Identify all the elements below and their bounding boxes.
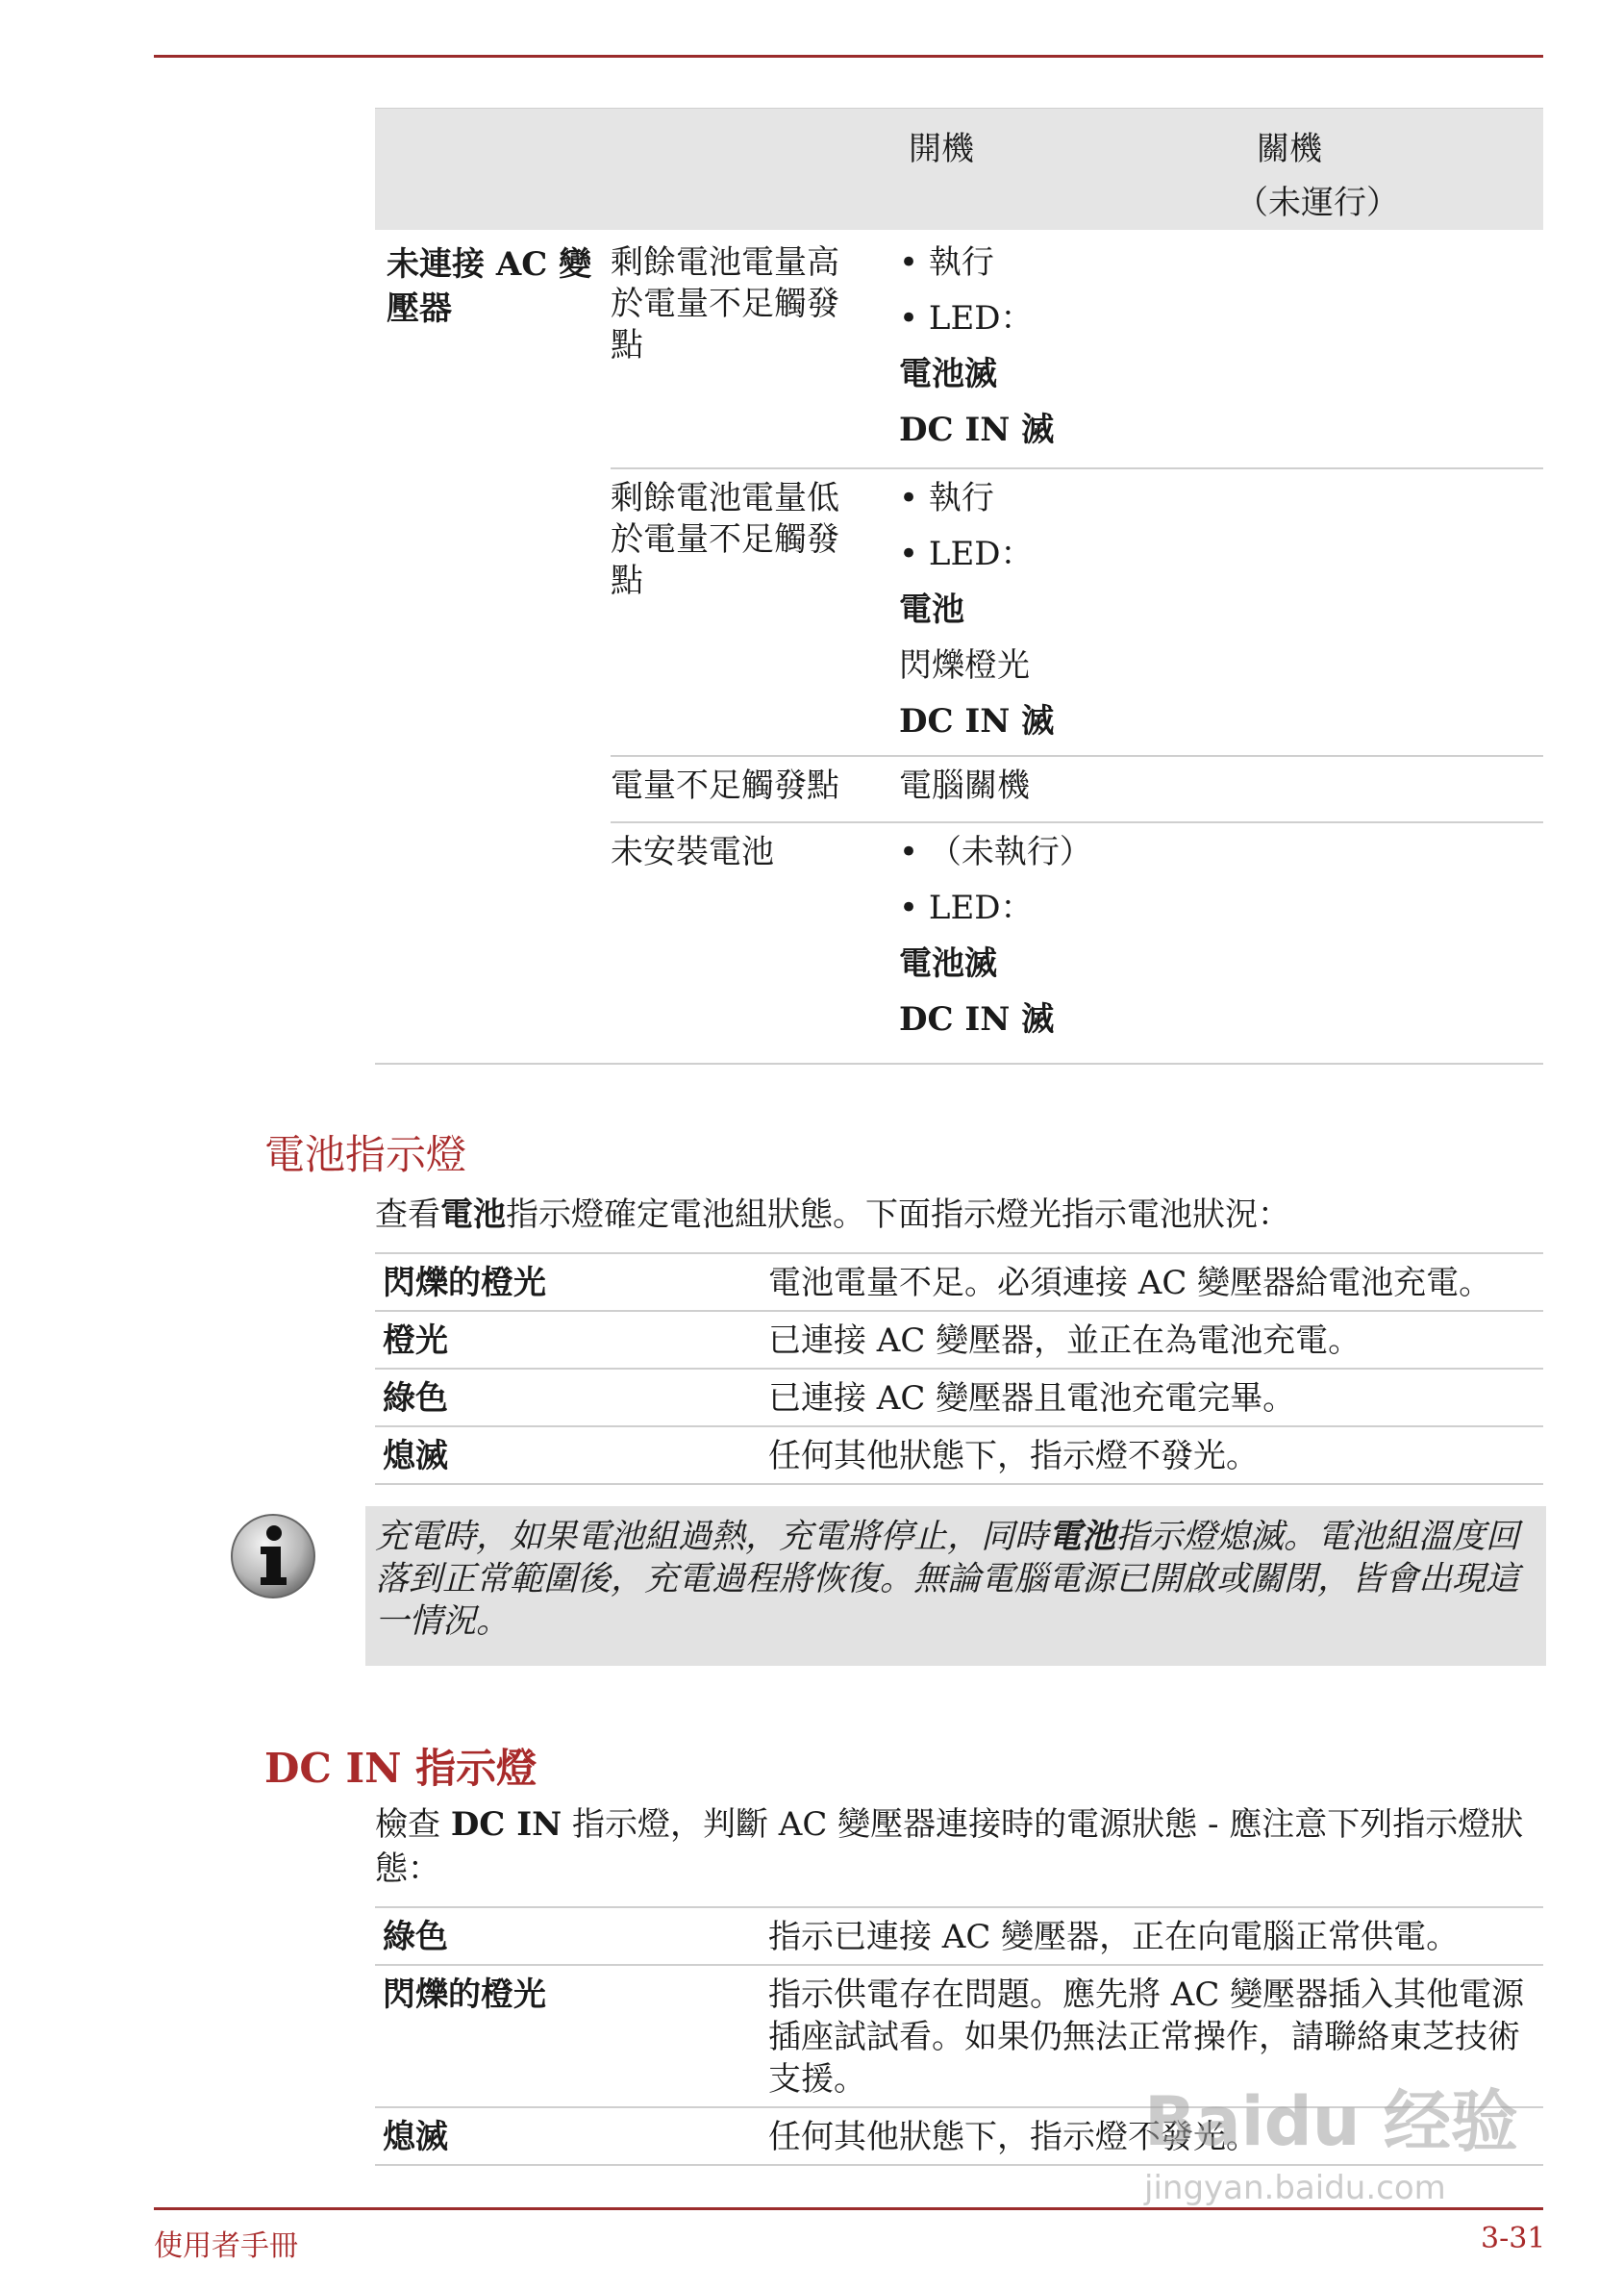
battery-status-table xyxy=(375,1252,1543,1485)
baidu-watermark: Baidu 经验 jingyan.baidu.com xyxy=(1144,2082,1518,2207)
charging-note: 充電時，如果電池組過熱，充電將停止，同時電池指示燈熄滅。電池組溫度回落到正常範圍後，充電過程將恢復。無論電腦電源已開啟或關閉，皆會出現這一情況。 xyxy=(365,1506,1546,1666)
table-header-row xyxy=(375,108,1543,230)
table-row: 綠色 指示已連接 AC 變壓器，正在向電腦正常供電。 xyxy=(375,1907,1543,1965)
battery-indicator-title: 電池指示燈 xyxy=(264,1131,467,1178)
table-row: 熄滅 任何其他狀態下，指示燈不發光。 xyxy=(375,1426,1543,1484)
footer-manual-title: 使用者手冊 xyxy=(154,2229,298,2263)
header-power-on: 開機 xyxy=(909,130,974,168)
table-row: 未安裝電池 • （未執行） • LED： 電池滅 DC IN 滅 xyxy=(611,832,1543,1065)
ac-not-connected-label: 未連接 AC 變壓器 xyxy=(387,245,592,328)
table-row: 熄滅 任何其他狀態下，指示燈不發光。 xyxy=(375,2107,1543,2165)
table-row: 橙光 已連接 AC 變壓器，並正在為電池充電。 xyxy=(375,1311,1543,1369)
info-icon xyxy=(229,1512,317,1600)
table-row: 電量不足觸發點 電腦關機 xyxy=(611,766,1543,823)
table-row: 閃爍的橙光 指示供電存在問題。應先將 AC 變壓器插入其他電源插座試試看。如果仍無法正常操作，請聯絡東芝技術支援。 xyxy=(375,1965,1543,2107)
table-bottom-rule xyxy=(375,1063,1543,1065)
table-row: 綠色 已連接 AC 變壓器且電池充電完畢。 xyxy=(375,1369,1543,1426)
table-row: 剩餘電池電量低於電量不足觸發點 • 執行 • LED： 電池 閃爍橙光 DC IN 滅 xyxy=(611,478,1543,757)
power-state-table xyxy=(375,108,1543,1039)
header-power-off: 關機 （未運行） xyxy=(1236,130,1399,222)
dcin-intro: 檢查 DC IN 指示燈，判斷 AC 變壓器連接時的電源狀態 - 應注意下列指示燈狀態： xyxy=(375,1805,1524,1888)
battery-intro: 查看電池指示燈確定電池組狀態。下面指示燈光指示電池狀況： xyxy=(375,1195,1290,1234)
footer-page-number: 3-31 xyxy=(1481,2222,1546,2255)
header-rule xyxy=(154,55,1543,58)
table-row: 閃爍的橙光 電池電量不足。必須連接 AC 變壓器給電池充電。 xyxy=(375,1253,1543,1311)
dcin-indicator-title: DC IN 指示燈 xyxy=(264,1745,537,1792)
table-row: 剩餘電池電量高於電量不足觸發點 • 執行 • LED： 電池滅 DC IN 滅 xyxy=(611,242,1543,469)
footer-rule xyxy=(154,2207,1543,2210)
